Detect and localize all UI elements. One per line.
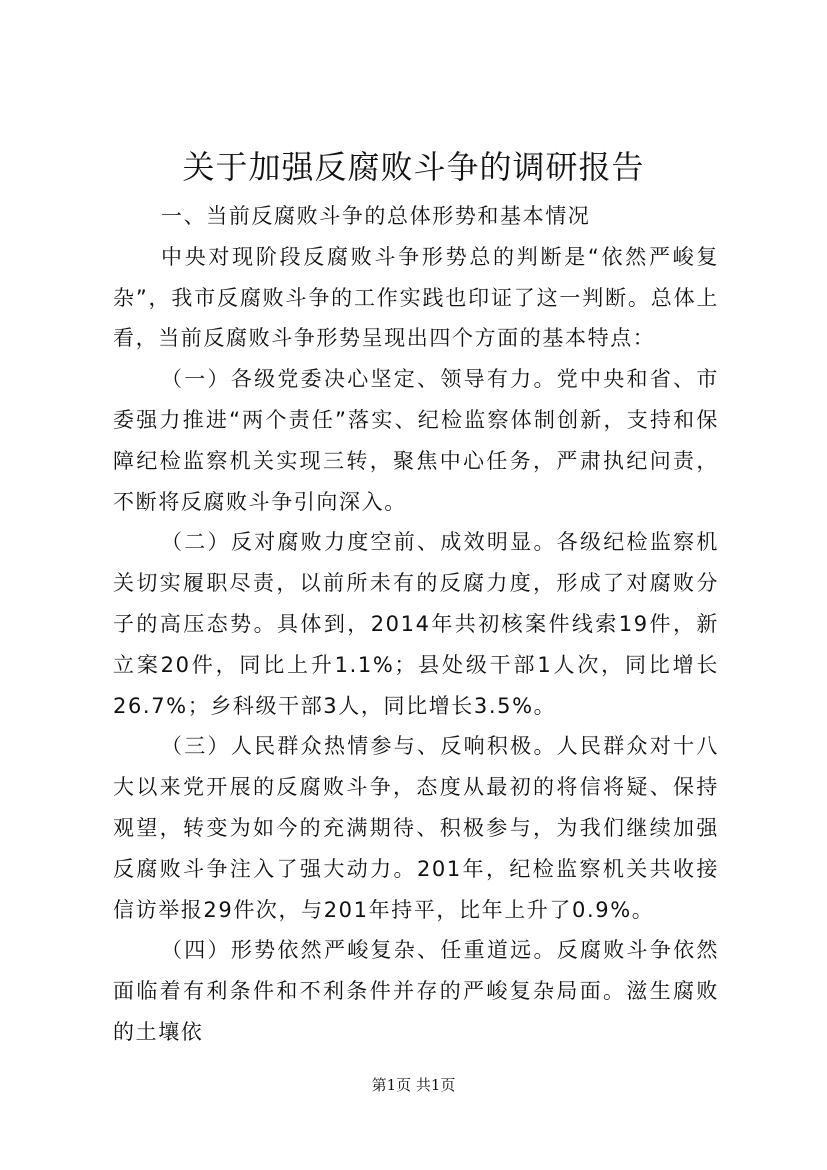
paragraph-intro: 中央对现阶段反腐败斗争形势总的判断是“依然严峻复杂”，我市反腐败斗争的工作实践也印证了这一判断。总体上看，当前反腐败斗争形势呈现出四个方面的基本特点：	[113, 244, 719, 351]
section-heading: 一、当前反腐败斗争的总体形势和基本情况	[161, 204, 591, 228]
document-title: 关于加强反腐败斗争的调研报告	[182, 148, 645, 186]
document-body	[113, 196, 719, 1053]
paragraph-point-2: （二）反对腐败力度空前、成效明显。各级纪检监察机关切实履职尽责，以前所未有的反腐力度，形成了对腐败分子的高压态势。具体到，2014年共初核案件线索19件，新立案20件，同比上升1.1%；县处级干部1人次，同比增长26.7%；乡科级干部3人，同比增长3.5%。	[113, 530, 719, 718]
paragraph-point-1: （一）各级党委决心坚定、领导有力。党中央和省、市委强力推进“两个责任”落实、纪检监察体制创新，支持和保障纪检监察机关实现三转，聚焦中心任务，严肃执纪问责，不断将反腐败斗争引向深入。	[113, 367, 719, 514]
page-number-footer: 第1页 共1页	[371, 1076, 456, 1094]
paragraph-point-3: （三）人民群众热情参与、反响积极。人民群众对十八大以来党开展的反腐败斗争，态度从最初的将信将疑、保持观望，转变为如今的充满期待、积极参与，为我们继续加强反腐败斗争注入了强大动力。201年，纪检监察机关共收接信访举报29件次，与201年持平，比年上升了0.9%。	[113, 734, 719, 922]
paragraph-point-4: （四）形势依然严峻复杂、任重道远。反腐败斗争依然面临着有利条件和不利条件并存的严峻复杂局面。滋生腐败的土壤依	[113, 938, 719, 1044]
